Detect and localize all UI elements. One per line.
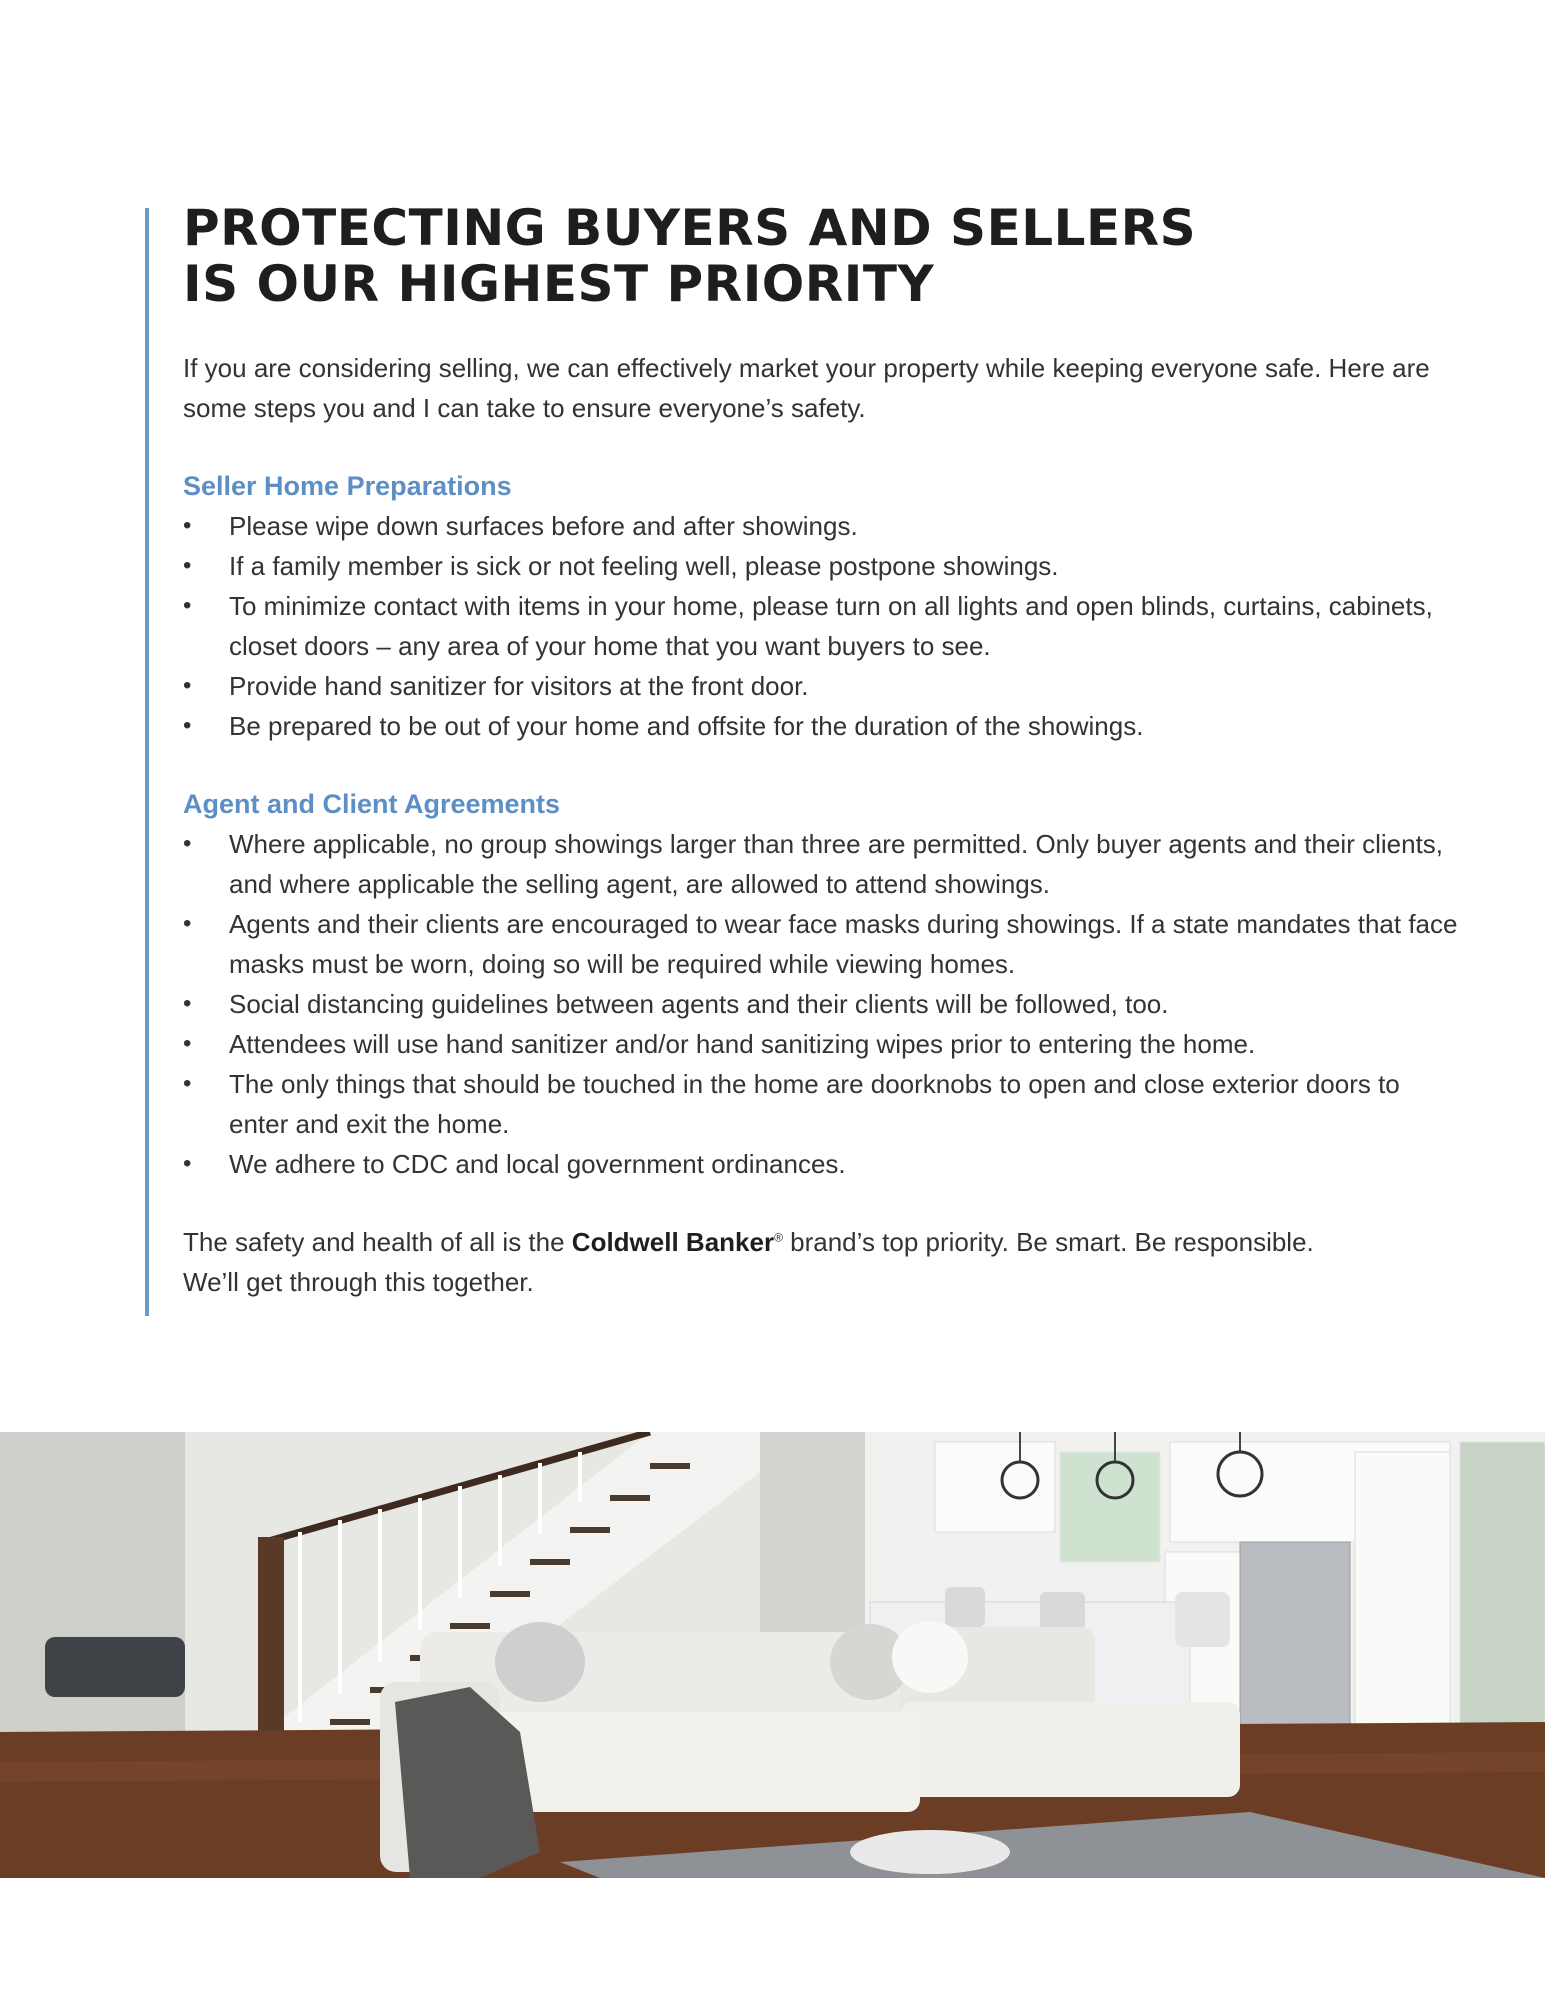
list-item: • Social distancing guidelines between agents and their clients will be followed, too. [183,984,1463,1024]
bullet-icon: • [183,592,192,619]
list-item: • Agents and their clients are encouraged to wear face masks during showings. If a state mandates that face masks must be worn, doing so will be required while viewing homes. [183,904,1463,984]
bullet-icon: • [183,990,192,1017]
bullet-icon: • [183,1070,192,1097]
list-item: • Be prepared to be out of your home and offsite for the duration of the showings. [183,706,1463,746]
list-item: • To minimize contact with items in your home, please turn on all lights and open blinds, curtains, cabinets, closet doors – any area of your home that you want buyers to see. [183,586,1463,666]
bullet-icon: • [183,512,192,539]
brand-name: Coldwell Banker [571,1227,775,1257]
bullet-icon: • [183,830,192,857]
list-item: • Where applicable, no group showings larger than three are permitted. Only buyer agents and their clients, and where applicable the selling agent, are allowed to attend showings. [183,824,1463,904]
living-room-illustration [0,1432,1545,1878]
list-item: • Please wipe down surfaces before and after showings. [183,506,1463,546]
agent-list [183,824,1463,1184]
main-content [183,200,1463,1302]
page-title [183,200,1283,312]
closing-line-2: We’ll get through this together. [183,1267,534,1297]
bullet-icon: • [183,712,192,739]
list-item: • If a family member is sick or not feeling well, please postpone showings. [183,546,1463,586]
closing-paragraph: The safety and health of all is the Coldwell Banker® brand’s top priority. Be smart. Be responsible. We’ll get through this together. [183,1227,1314,1297]
intro-paragraph: If you are considering selling, we can effectively market your property while keeping everyone safe. Here are some steps you and I can take to ensure everyone’s safety. [183,353,1430,423]
bullet-icon: • [183,1030,192,1057]
bullet-icon: • [183,672,192,699]
registered-mark: ® [774,1230,783,1245]
living-room-photo [0,1432,1545,1878]
list-item: • Attendees will use hand sanitizer and/or hand sanitizing wipes prior to entering the home. [183,1024,1463,1064]
section-title-seller: Seller Home Preparations [183,471,512,501]
seller-list [183,506,1463,746]
title-line-2: IS OUR HIGHEST PRIORITY [183,255,935,313]
bullet-icon: • [183,552,192,579]
list-item: • We adhere to CDC and local government ordinances. [183,1144,1463,1184]
list-item: • The only things that should be touched in the home are doorknobs to open and close exterior doors to enter and exit the home. [183,1064,1463,1144]
bullet-icon: • [183,910,192,937]
section-title-agent: Agent and Client Agreements [183,789,561,819]
title-line-1: PROTECTING BUYERS AND SELLERS [183,199,1197,257]
accent-bar [145,208,149,1316]
bullet-icon: • [183,1150,192,1177]
list-item: • Provide hand sanitizer for visitors at the front door. [183,666,1463,706]
